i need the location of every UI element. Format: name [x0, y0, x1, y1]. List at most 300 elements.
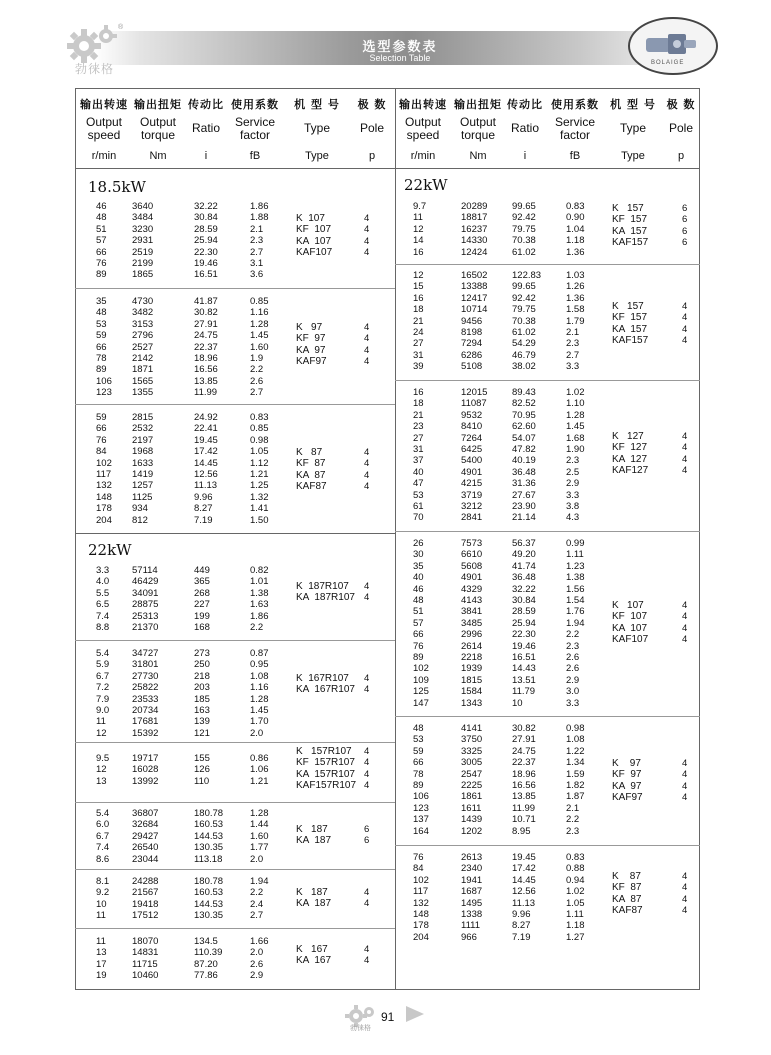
service-factor-column-cell: 2.9: [566, 478, 580, 490]
service-factor-column-cell: 1.16: [250, 307, 269, 319]
torque-column-cell: 2614: [461, 640, 483, 652]
service-factor-column-cell: 2.6: [566, 663, 580, 675]
column-header-cn: 使用系数: [551, 98, 599, 111]
torque-column-cell: 3719: [461, 489, 483, 501]
speed-column-cell: 15: [413, 281, 424, 293]
ratio-column-cell: 110.39: [194, 947, 223, 959]
type-column-cell: K 127: [612, 431, 644, 442]
ratio-column-cell: 168: [194, 622, 210, 633]
ratio-column-cell: 17.42: [512, 863, 536, 875]
ratio-column-cell: 54.07: [512, 432, 536, 444]
pole-column-cell: 4: [364, 673, 370, 684]
torque-column-cell: 1861: [461, 791, 483, 803]
speed-column-cell: 76: [413, 852, 424, 863]
rule-right-4: [395, 716, 700, 717]
speed-column-cell: 137: [413, 814, 429, 826]
service-factor-column-cell: 2.6: [250, 958, 264, 970]
torque-column-cell: 3485: [461, 617, 483, 629]
pole-column-cell: 4: [682, 758, 688, 769]
service-factor-column-cell: 1.94: [250, 876, 269, 887]
speed-column-cell: 204: [413, 931, 429, 943]
ratio-column-cell: 14.45: [512, 874, 536, 886]
column-header-en: Pole: [359, 121, 385, 135]
rule-left-6: [75, 869, 395, 870]
ratio-column-cell: 10: [512, 697, 523, 709]
speed-column-cell: 84: [96, 446, 107, 458]
ratio-column-cell: 8.95: [512, 825, 531, 837]
service-factor-column-cell: 1.56: [566, 583, 585, 595]
type-column-cell: KA 97: [296, 344, 326, 356]
speed-column-cell: 35: [413, 560, 424, 572]
gear-motor-icon: [644, 28, 700, 58]
pole-column-cell: 6: [364, 835, 370, 847]
torque-column-cell: 1202: [461, 825, 483, 837]
pole-column-cell: 4: [364, 592, 370, 604]
speed-column-cell: 31: [413, 349, 424, 361]
speed-column-cell: 48: [96, 212, 107, 224]
service-factor-column-cell: 1.02: [566, 387, 585, 398]
type-column-cell: K 167: [296, 944, 328, 955]
service-factor-column-cell: 2.2: [566, 814, 580, 826]
ratio-column-cell: 61.02: [512, 246, 536, 258]
speed-column-cell: 13: [96, 947, 107, 959]
speed-column-cell: 89: [96, 269, 107, 281]
torque-column-cell: 9456: [461, 315, 483, 327]
pole-column-cell: 4: [364, 746, 370, 757]
ratio-column-cell: 13.51: [512, 674, 536, 686]
service-factor-column-cell: 2.2: [250, 622, 264, 633]
service-factor-column-cell: 2.1: [250, 223, 264, 235]
pole-column-cell: 4: [364, 887, 370, 898]
ratio-column-cell: 89.43: [512, 387, 536, 398]
type-column-cell: KA 107: [612, 622, 648, 634]
column-header-en: Ratio: [510, 121, 539, 135]
torque-column-cell: 25822: [132, 682, 159, 694]
service-factor-column-cell: 1.03: [566, 270, 585, 281]
column-header-en: Output speed: [85, 115, 123, 142]
speed-column-cell: 51: [96, 223, 107, 235]
torque-column-cell: 19717: [132, 753, 159, 764]
type-column-cell: KA 87: [296, 469, 326, 481]
speed-column-cell: 9.2: [96, 887, 110, 899]
speed-column-cell: 27: [413, 432, 424, 444]
ratio-column-cell: 13.85: [512, 791, 536, 803]
service-factor-column-cell: 1.01: [250, 576, 269, 588]
service-factor-column-cell: 2.0: [250, 947, 264, 959]
ratio-column-cell: 30.84: [512, 595, 536, 606]
torque-column-cell: 2931: [132, 235, 154, 247]
torque-column-cell: 57114: [132, 565, 158, 576]
pole-column-cell: 4: [682, 871, 688, 882]
service-factor-column-cell: 1.36: [566, 246, 585, 258]
speed-column-cell: 132: [96, 480, 112, 492]
service-factor-column-cell: 3.3: [566, 361, 580, 373]
torque-column-cell: 2199: [132, 258, 154, 269]
pole-column-cell: 4: [682, 312, 688, 324]
page-title-en: Selection Table: [369, 53, 431, 63]
column-header-cn: 传动比: [188, 98, 224, 111]
column-header-cn: 机 型 号: [294, 98, 340, 111]
rule-left-5: [75, 802, 395, 803]
torque-column-cell: 2796: [132, 330, 154, 342]
column-header-en: Ratio: [191, 121, 220, 135]
torque-column-cell: 4730: [132, 296, 154, 307]
speed-column-cell: 47: [413, 478, 424, 490]
torque-column-cell: 10460: [132, 970, 159, 982]
speed-column-cell: 14: [413, 235, 424, 247]
torque-column-cell: 24288: [132, 876, 159, 887]
type-column-cell: K 157R107: [296, 746, 352, 757]
service-factor-column-cell: 1.94: [566, 617, 585, 629]
pole-column-cell: 4: [682, 453, 688, 465]
speed-column-cell: 17: [96, 958, 107, 970]
torque-column-cell: 1968: [132, 446, 154, 458]
ratio-column-cell: 9.96: [512, 909, 531, 920]
ratio-column-cell: 8.27: [512, 920, 531, 932]
service-factor-column-cell: 1.88: [250, 212, 269, 224]
ratio-column-cell: 7.19: [512, 931, 531, 943]
type-column-cell: KA 127: [612, 453, 648, 465]
torque-column-cell: 4901: [461, 572, 483, 584]
ratio-column-cell: 22.30: [512, 629, 536, 641]
speed-column-cell: 46: [413, 583, 424, 595]
ratio-column-cell: 40.19: [512, 455, 536, 467]
speed-column-cell: 16: [413, 246, 424, 258]
service-factor-column-cell: 1.38: [250, 587, 269, 599]
speed-column-cell: 178: [96, 503, 112, 515]
brand-name-en: BOLAIGE: [651, 60, 685, 66]
service-factor-column-cell: 1.38: [566, 572, 585, 584]
ratio-column-cell: 155: [194, 753, 210, 764]
service-factor-column-cell: 1.28: [250, 693, 269, 705]
column-header-unit: fB: [569, 150, 581, 162]
service-factor-column-cell: 1.45: [250, 330, 269, 342]
type-column-cell: KA 187R107: [296, 592, 355, 604]
torque-column-cell: 1565: [132, 375, 154, 387]
speed-column-cell: 59: [96, 412, 107, 423]
ratio-column-cell: 12.56: [194, 469, 218, 480]
ratio-column-cell: 38.02: [512, 361, 536, 373]
speed-column-cell: 66: [413, 629, 424, 641]
service-factor-column-cell: 1.21: [250, 775, 269, 787]
speed-column-cell: 46: [96, 201, 107, 212]
pole-column-cell: 4: [364, 481, 370, 493]
pole-column-cell: 4: [682, 465, 688, 477]
service-factor-column-cell: 0.83: [566, 201, 585, 212]
speed-column-cell: 9.5: [96, 753, 110, 764]
speed-column-cell: 48: [96, 307, 107, 319]
speed-column-cell: 24: [413, 327, 424, 338]
rule-right-3: [395, 531, 700, 532]
service-factor-column-cell: 1.11: [566, 549, 584, 561]
rule-left-1: [75, 288, 395, 289]
service-factor-column-cell: 1.25: [250, 480, 269, 492]
speed-column-cell: 40: [413, 466, 424, 478]
ratio-column-cell: 160.53: [194, 887, 224, 899]
ratio-column-cell: 365: [194, 576, 210, 588]
ratio-column-cell: 144.53: [194, 898, 224, 910]
speed-column-cell: 3.3: [96, 565, 110, 576]
torque-column-cell: 11715: [132, 958, 158, 970]
speed-column-cell: 59: [413, 745, 424, 757]
torque-column-cell: 1419: [132, 469, 154, 480]
service-factor-column-cell: 0.86: [250, 753, 269, 764]
speed-column-cell: 12: [96, 727, 107, 739]
speed-column-cell: 84: [413, 863, 424, 875]
service-factor-column-cell: 0.90: [566, 212, 585, 224]
speed-column-cell: 148: [413, 909, 429, 920]
ratio-column-cell: 144.53: [194, 830, 224, 842]
ratio-column-cell: 25.94: [194, 235, 218, 247]
pole-column-cell: 4: [364, 768, 370, 780]
torque-column-cell: 2142: [132, 353, 154, 364]
service-factor-column-cell: 1.08: [566, 734, 585, 746]
ratio-column-cell: 11.13: [512, 897, 536, 909]
speed-column-cell: 5.4: [96, 808, 110, 819]
torque-column-cell: 934: [132, 503, 148, 515]
ratio-column-cell: 11.79: [512, 686, 536, 698]
service-factor-column-cell: 2.3: [566, 825, 580, 837]
type-column-cell: K 97: [296, 322, 323, 333]
service-factor-column-cell: 1.16: [250, 682, 269, 694]
speed-column-cell: 70: [413, 512, 424, 524]
pole-column-cell: 4: [682, 905, 688, 917]
ratio-column-cell: 19.45: [512, 852, 536, 863]
torque-column-cell: 1611: [461, 802, 482, 814]
ratio-column-cell: 203: [194, 682, 210, 694]
service-factor-column-cell: 2.7: [250, 910, 264, 922]
torque-column-cell: 8198: [461, 327, 483, 338]
ratio-column-cell: 18.96: [194, 353, 218, 364]
torque-column-cell: 46429: [132, 576, 159, 588]
service-factor-column-cell: 2.6: [250, 375, 264, 387]
torque-column-cell: 12015: [461, 387, 488, 398]
service-factor-column-cell: 0.87: [250, 648, 269, 659]
torque-column-cell: 31801: [132, 659, 159, 671]
service-factor-column-cell: 1.21: [250, 469, 269, 480]
torque-column-cell: 3841: [461, 606, 483, 618]
column-header-cn: 输出扭矩: [134, 98, 182, 111]
ratio-column-cell: 10.71: [512, 814, 536, 826]
ratio-column-cell: 19.46: [512, 640, 536, 652]
type-column-cell: K 107: [296, 213, 325, 224]
torque-column-cell: 13992: [132, 775, 159, 787]
torque-column-cell: 5608: [461, 560, 483, 572]
type-column-cell: K 97: [612, 758, 641, 769]
service-factor-column-cell: 1.68: [566, 432, 585, 444]
type-column-cell: KA 157: [612, 323, 648, 335]
torque-column-cell: 2547: [461, 768, 483, 780]
type-column-cell: K 157: [612, 203, 644, 214]
service-factor-column-cell: 1.05: [250, 446, 269, 458]
service-factor-column-cell: 1.22: [566, 745, 585, 757]
ratio-column-cell: 30.84: [194, 212, 218, 224]
service-factor-column-cell: 3.0: [566, 686, 580, 698]
speed-column-cell: 5.5: [96, 587, 110, 599]
torque-column-cell: 34091: [132, 587, 159, 599]
ratio-column-cell: 87.20: [194, 958, 218, 970]
service-factor-column-cell: 1.82: [566, 780, 585, 791]
torque-column-cell: 20289: [461, 201, 488, 212]
ratio-column-cell: 126: [194, 764, 210, 776]
ratio-column-cell: 130.35: [194, 910, 224, 922]
torque-column-cell: 29427: [132, 830, 159, 842]
service-factor-column-cell: 1.63: [250, 599, 269, 611]
rule-right-5: [395, 845, 700, 846]
footer-arrow-icon: [406, 1006, 424, 1022]
ratio-column-cell: 13.85: [194, 375, 218, 387]
type-column-cell: KA 97: [612, 780, 642, 792]
speed-column-cell: 102: [96, 457, 112, 469]
pole-column-cell: 4: [682, 622, 688, 634]
type-column-cell: K 87: [296, 447, 323, 458]
type-column-cell: KA 87: [612, 893, 642, 905]
service-factor-column-cell: 0.83: [250, 412, 269, 423]
rule-left-22kw: [75, 533, 395, 534]
torque-column-cell: 3230: [132, 223, 154, 235]
ratio-column-cell: 21.14: [512, 512, 536, 524]
speed-column-cell: 53: [96, 318, 107, 330]
rule-left-3: [75, 640, 395, 641]
speed-column-cell: 26: [413, 538, 424, 549]
speed-column-cell: 78: [96, 353, 107, 364]
torque-column-cell: 1495: [461, 897, 483, 909]
torque-column-cell: 11087: [461, 398, 487, 410]
column-header-en: Type: [303, 121, 330, 135]
torque-column-cell: 2519: [132, 246, 154, 258]
ratio-column-cell: 16.56: [512, 780, 536, 791]
pole-column-cell: 4: [682, 301, 688, 312]
speed-column-cell: 66: [413, 757, 424, 769]
ratio-column-cell: 92.42: [512, 292, 536, 304]
type-column-cell: KF 107: [612, 611, 648, 623]
ratio-column-cell: 49.20: [512, 549, 536, 561]
rule-left-4: [75, 742, 395, 743]
service-factor-column-cell: 1.9: [250, 353, 264, 364]
torque-column-cell: 1439: [461, 814, 483, 826]
column-header-en: Service factor: [234, 115, 275, 142]
ratio-column-cell: 70.95: [512, 409, 536, 421]
torque-column-cell: 1939: [461, 663, 483, 675]
ratio-column-cell: 18.96: [512, 768, 536, 780]
torque-column-cell: 7294: [461, 338, 483, 350]
speed-column-cell: 106: [413, 791, 429, 803]
torque-column-cell: 2197: [132, 434, 154, 446]
speed-column-cell: 9.7: [413, 201, 427, 212]
speed-column-cell: 48: [413, 595, 424, 606]
speed-column-cell: 78: [413, 768, 424, 780]
type-column-cell: K 187: [296, 887, 328, 898]
speed-column-cell: 11: [96, 936, 106, 947]
ratio-column-cell: 61.02: [512, 327, 536, 338]
ratio-column-cell: 31.36: [512, 478, 536, 490]
ratio-column-cell: 227: [194, 599, 210, 611]
pole-column-cell: 4: [364, 955, 370, 967]
service-factor-column-cell: 0.98: [250, 434, 269, 446]
speed-column-cell: 16: [413, 387, 424, 398]
torque-column-cell: 21370: [132, 622, 159, 633]
type-column-cell: KAF97: [296, 356, 327, 368]
ratio-column-cell: 22.41: [194, 423, 218, 435]
ratio-column-cell: 273: [194, 648, 210, 659]
speed-column-cell: 21: [413, 409, 424, 421]
speed-column-cell: 31: [413, 444, 424, 455]
torque-column-cell: 9532: [461, 409, 483, 421]
torque-column-cell: 16237: [461, 223, 488, 235]
speed-column-cell: 123: [96, 387, 112, 399]
pole-column-cell: 4: [364, 213, 370, 224]
ratio-column-cell: 27.91: [512, 734, 536, 746]
service-factor-column-cell: 1.60: [250, 341, 269, 353]
service-factor-column-cell: 1.04: [566, 223, 585, 235]
pole-column-cell: 4: [364, 333, 370, 345]
rule-left-2: [75, 404, 395, 405]
type-column-cell: K 167R107: [296, 673, 349, 684]
service-factor-column-cell: 3.6: [250, 269, 264, 281]
pole-column-cell: 4: [364, 458, 370, 470]
torque-column-cell: 1865: [132, 269, 154, 281]
torque-column-cell: 36807: [132, 808, 159, 819]
service-factor-column-cell: 1.45: [250, 705, 269, 716]
type-column-cell: KF 97: [296, 333, 326, 345]
pole-column-cell: 4: [682, 600, 688, 611]
service-factor-column-cell: 2.3: [566, 640, 580, 652]
ratio-column-cell: 36.48: [512, 466, 536, 478]
pole-column-cell: 4: [682, 442, 688, 454]
service-factor-column-cell: 1.59: [566, 768, 585, 780]
type-column-cell: KF 97: [612, 769, 642, 781]
ratio-column-cell: 99.65: [512, 281, 536, 293]
ratio-column-cell: 62.60: [512, 421, 536, 433]
ratio-column-cell: 11.99: [194, 387, 218, 399]
torque-column-cell: 966: [461, 931, 477, 943]
column-header-cn: 机 型 号: [610, 98, 656, 111]
speed-column-cell: 5.9: [96, 659, 110, 671]
ratio-column-cell: 36.48: [512, 572, 536, 584]
center-divider: [395, 88, 396, 990]
column-header-cn: 极 数: [666, 98, 696, 111]
service-factor-column-cell: 2.7: [250, 387, 264, 399]
service-factor-column-cell: 1.11: [566, 909, 584, 920]
service-factor-column-cell: 2.3: [566, 338, 580, 350]
type-column-cell: KAF157: [612, 237, 649, 249]
torque-column-cell: 1355: [132, 387, 154, 399]
torque-column-cell: 2340: [461, 863, 483, 875]
torque-column-cell: 10714: [461, 304, 488, 316]
type-column-cell: K 187: [296, 824, 328, 835]
pole-column-cell: 4: [364, 356, 370, 368]
speed-column-cell: 11: [413, 212, 423, 224]
speed-column-cell: 12: [413, 270, 424, 281]
ratio-column-cell: 19.46: [194, 258, 218, 269]
service-factor-column-cell: 1.18: [566, 920, 585, 932]
speed-column-cell: 5.4: [96, 648, 110, 659]
ratio-column-cell: 113.18: [194, 853, 223, 865]
type-column-cell: KAF127: [612, 465, 649, 477]
speed-column-cell: 6.7: [96, 670, 110, 682]
type-column-cell: KAF87: [296, 481, 327, 493]
type-column-cell: KAF157R107: [296, 780, 357, 792]
speed-column-cell: 12: [96, 764, 107, 776]
speed-column-cell: 16: [413, 292, 424, 304]
torque-column-cell: 2815: [132, 412, 154, 423]
torque-column-cell: 3484: [132, 212, 154, 224]
speed-column-cell: 89: [96, 364, 107, 376]
column-header-cn: 传动比: [507, 98, 543, 111]
speed-column-cell: 125: [413, 686, 429, 698]
type-column-cell: KA 107: [296, 235, 332, 247]
column-header-unit: fB: [249, 150, 261, 162]
